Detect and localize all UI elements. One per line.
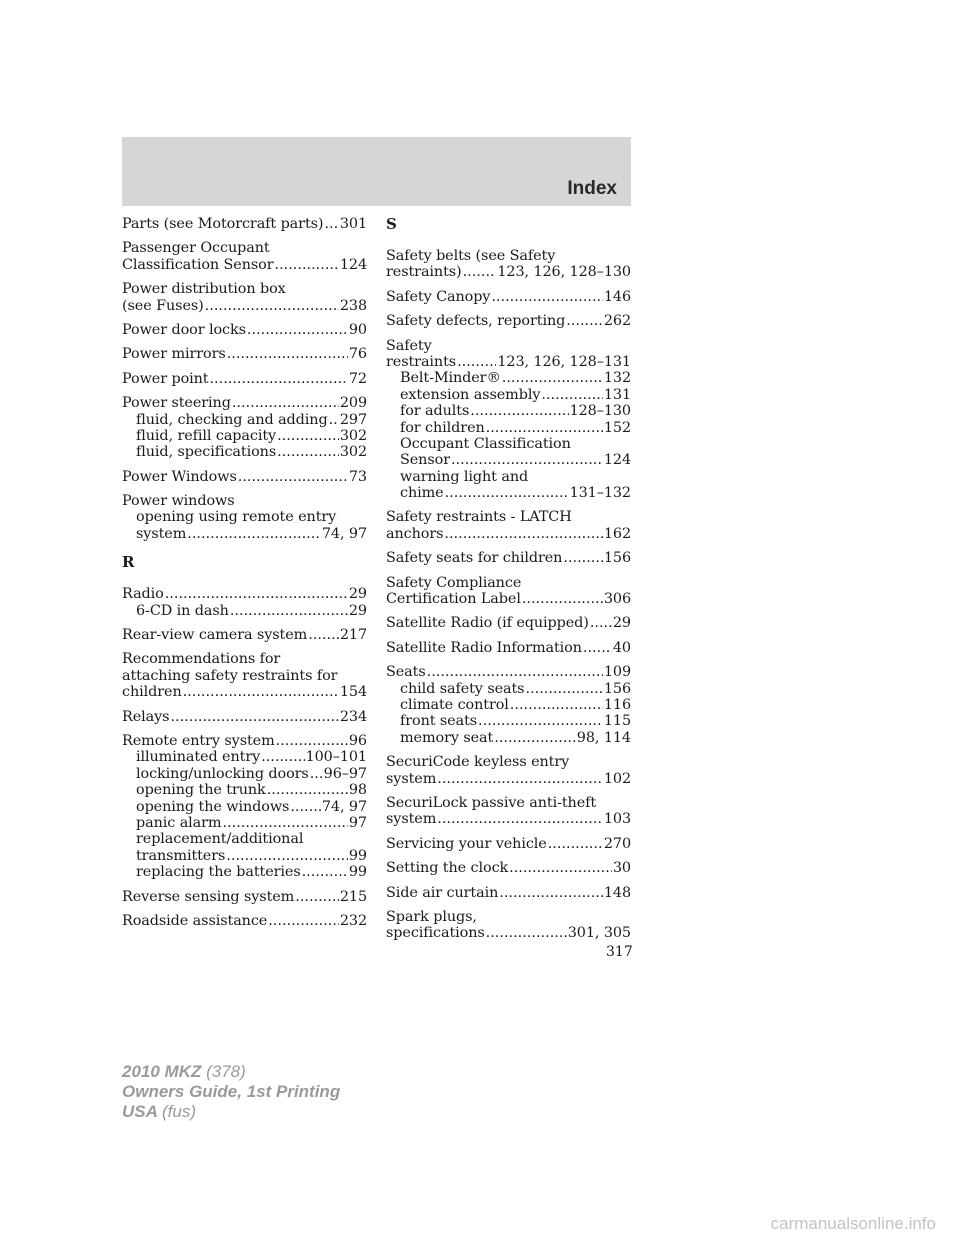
dot-leader <box>437 771 603 787</box>
index-term: Safety <box>386 337 432 354</box>
dot-leader <box>247 322 348 338</box>
index-entry-line <box>122 913 367 929</box>
index-term: Roadside assistance <box>122 912 268 929</box>
index-term: Power distribution box <box>122 281 286 298</box>
dot-leader <box>227 346 348 362</box>
index-entry <box>386 885 631 901</box>
index-page-ref: 128–130 <box>569 403 631 420</box>
dot-leader <box>522 591 603 607</box>
index-page-ref: 96–97 <box>323 765 367 782</box>
index-subentry-line <box>386 697 631 713</box>
index-letter-heading: R <box>122 553 135 572</box>
dot-leader <box>277 444 339 460</box>
index-entry <box>386 338 631 502</box>
index-term: Power steering <box>122 395 231 412</box>
dot-leader <box>445 485 569 501</box>
dot-leader <box>583 640 612 656</box>
dot-leader <box>563 550 602 566</box>
index-term: opening the trunk <box>136 782 266 799</box>
index-subentry-line <box>122 766 367 782</box>
footer-printing: Owners Guide, 1st Printing <box>122 1082 341 1101</box>
index-entry-line <box>386 526 631 542</box>
index-term: front seats <box>400 713 478 730</box>
index-page-ref: 156 <box>603 550 631 567</box>
index-page-ref: 73 <box>348 468 367 485</box>
index-entry <box>122 240 367 273</box>
index-entry-line <box>122 651 367 667</box>
index-term: Setting the clock <box>386 860 509 877</box>
index-entry <box>386 860 631 876</box>
index-page-ref: 99 <box>348 864 367 881</box>
dot-leader <box>499 885 603 901</box>
index-entry <box>122 733 367 881</box>
index-term: anchors <box>386 525 444 542</box>
dot-leader <box>324 216 338 232</box>
footer-code: (378) <box>206 1062 246 1081</box>
index-term: Relays <box>122 708 170 725</box>
index-entry-line <box>122 257 367 273</box>
dot-leader <box>470 403 568 419</box>
index-term: Safety seats for children <box>386 550 563 567</box>
index-subentry-line <box>122 848 367 864</box>
index-term: Power Windows <box>122 468 237 485</box>
index-subentry-line <box>122 428 367 444</box>
index-term: (see Fuses) <box>122 297 204 314</box>
index-entry-line <box>386 909 631 925</box>
index-entry <box>122 469 367 485</box>
watermark: carmanualsonline.info <box>770 1214 936 1233</box>
index-entry-line <box>386 754 631 770</box>
index-page-ref: 100–101 <box>305 749 367 766</box>
index-subentry-line <box>122 864 367 880</box>
index-term: restraints <box>386 353 457 370</box>
dot-leader <box>457 354 496 370</box>
index-term: Servicing your vehicle <box>386 835 547 852</box>
index-page-ref: 40 <box>612 639 631 656</box>
index-subentry-line <box>386 452 631 468</box>
index-term: SecuriLock passive anti-theft <box>386 794 597 811</box>
index-term: Safety restraints - LATCH <box>386 509 572 526</box>
index-term: Power mirrors <box>122 346 226 363</box>
index-subentry-line <box>122 749 367 765</box>
index-page-ref: 90 <box>348 321 367 338</box>
index-entry <box>386 836 631 852</box>
index-entry <box>122 216 367 232</box>
dot-leader <box>205 298 339 314</box>
index-term: Rear-view camera system <box>122 627 308 644</box>
index-page-ref: 238 <box>339 297 367 314</box>
index-page-ref: 234 <box>339 708 367 725</box>
index-entry-line <box>122 493 367 509</box>
index-page-ref: 30 <box>612 860 631 877</box>
index-column-right <box>386 216 631 950</box>
dot-leader <box>478 713 603 729</box>
index-entry-line <box>122 216 367 232</box>
index-entry-line <box>386 289 631 305</box>
index-entry <box>386 509 631 542</box>
index-term: fluid, checking and adding <box>136 411 328 428</box>
index-entry-line <box>386 664 631 680</box>
index-term: Safety Canopy <box>386 288 491 305</box>
index-term: Side air curtain <box>386 884 499 901</box>
dot-leader <box>590 615 612 631</box>
index-entry-line <box>386 338 631 354</box>
index-entry-line <box>122 733 367 749</box>
index-subentry-line <box>386 485 631 501</box>
index-term: Passenger Occupant <box>122 240 270 257</box>
index-page-ref: 232 <box>339 912 367 929</box>
index-entry-line <box>386 264 631 280</box>
index-entry-line <box>386 615 631 631</box>
index-entry-line <box>122 395 367 411</box>
index-term: Spark plugs, <box>386 908 477 925</box>
index-subentry-line <box>122 782 367 798</box>
index-entry-line <box>386 248 631 264</box>
index-subentry-line <box>122 444 367 460</box>
dot-leader <box>295 889 339 905</box>
index-entry-line <box>386 640 631 656</box>
index-entry-line <box>122 240 367 256</box>
index-subentry-line <box>122 526 367 542</box>
index-subentry-line <box>386 681 631 697</box>
index-term: system <box>386 811 437 828</box>
dot-leader <box>187 526 321 542</box>
index-entry-line <box>386 885 631 901</box>
index-page-ref: 132 <box>603 370 631 387</box>
index-term: specifications <box>386 925 485 942</box>
index-page-ref: 124 <box>339 256 367 273</box>
index-term: extension assembly <box>400 386 541 403</box>
index-page-ref: 148 <box>603 884 631 901</box>
dot-leader <box>268 913 339 929</box>
dot-leader <box>502 370 603 386</box>
index-term: opening the windows <box>136 798 290 815</box>
footer-model: 2010 MKZ <box>122 1062 202 1081</box>
index-term: Power point <box>122 370 209 387</box>
dot-leader <box>566 313 603 329</box>
index-entry-line <box>386 591 631 607</box>
index-term: transmitters <box>136 847 226 864</box>
index-page-ref: 74, 97 <box>321 798 367 815</box>
index-term: Satellite Radio (if equipped) <box>386 615 589 632</box>
index-entry-line <box>122 709 367 725</box>
print-footer <box>122 1062 340 1122</box>
index-entry-line <box>386 771 631 787</box>
index-term: fluid, specifications <box>136 444 277 461</box>
dot-leader <box>486 925 567 941</box>
index-entry <box>122 281 367 314</box>
index-entry <box>122 709 367 725</box>
index-entry-line <box>386 811 631 827</box>
index-page-ref: 262 <box>603 313 631 330</box>
index-term: panic alarm <box>136 814 222 831</box>
index-subentry-line <box>386 403 631 419</box>
index-entry-line <box>386 925 631 941</box>
index-term: child safety seats <box>400 680 525 697</box>
index-entry <box>386 615 631 631</box>
index-term: Recommendations for <box>122 651 281 668</box>
index-page-ref: 109 <box>603 664 631 681</box>
index-term: restraints) <box>386 264 462 281</box>
index-term: Satellite Radio Information <box>386 639 582 656</box>
footer-line-2 <box>122 1082 340 1102</box>
dot-leader <box>232 395 339 411</box>
index-subentry-line <box>386 730 631 746</box>
index-page-ref: 301, 305 <box>567 925 631 942</box>
page-number: 317 <box>606 944 633 960</box>
index-page-ref: 302 <box>339 427 367 444</box>
index-term: replacing the batteries <box>136 864 301 881</box>
index-entry <box>386 575 631 608</box>
index-term: Reverse sensing system <box>122 888 295 905</box>
index-page-ref: 98 <box>348 782 367 799</box>
index-page-ref: 302 <box>339 444 367 461</box>
dot-leader <box>226 848 348 864</box>
index-page-ref: 96 <box>348 732 367 749</box>
index-entry-line <box>122 371 367 387</box>
index-entry-line <box>122 627 367 643</box>
index-entry-line <box>386 509 631 525</box>
index-entry <box>122 395 367 461</box>
dot-leader <box>290 799 321 815</box>
index-entry-line <box>386 354 631 370</box>
index-page-ref: 29 <box>612 615 631 632</box>
index-term: climate control <box>400 696 509 713</box>
index-entry <box>386 289 631 305</box>
index-term: memory seat <box>400 729 494 746</box>
index-entry-line <box>122 684 367 700</box>
index-entry-line <box>122 889 367 905</box>
dot-leader <box>437 811 603 827</box>
index-page-ref: 162 <box>603 525 631 542</box>
dot-leader <box>329 412 339 428</box>
index-page-ref: 97 <box>348 814 367 831</box>
index-entry <box>122 346 367 362</box>
dot-leader <box>275 257 339 273</box>
index-entry-line <box>386 860 631 876</box>
index-term: Remote entry system <box>122 732 275 749</box>
index-term: system <box>136 525 187 542</box>
index-page-ref: 301 <box>339 216 367 232</box>
index-subentry-line <box>122 815 367 831</box>
index-term: Occupant Classification <box>400 435 571 452</box>
dot-leader <box>267 782 348 798</box>
index-entry <box>386 640 631 656</box>
index-term: Safety belts (see Safety <box>386 248 556 264</box>
dot-leader <box>310 766 323 782</box>
footer-region-code: (fus) <box>162 1102 196 1121</box>
index-entry-line <box>122 469 367 485</box>
index-subentry-line <box>386 370 631 386</box>
dot-leader <box>444 526 602 542</box>
index-entry <box>386 754 631 787</box>
index-entry <box>386 795 631 828</box>
index-entry <box>122 493 367 542</box>
page-title: Index <box>567 178 617 199</box>
index-entry <box>386 664 631 746</box>
index-entry-line <box>386 836 631 852</box>
index-term: Classification Sensor <box>122 256 274 273</box>
dot-leader <box>525 681 602 697</box>
index-page-ref: 156 <box>603 680 631 697</box>
index-entry <box>122 627 367 643</box>
index-page-ref: 103 <box>603 811 631 828</box>
dot-leader <box>302 864 348 880</box>
index-term: Seats <box>386 664 426 681</box>
index-entry <box>386 550 631 566</box>
index-page-ref: 116 <box>603 696 631 713</box>
index-entry <box>386 313 631 329</box>
dot-leader <box>276 733 348 749</box>
dot-leader <box>427 664 603 680</box>
index-page-ref: 131 <box>603 386 631 403</box>
index-page-ref: 123, 126, 128–131 <box>497 353 631 370</box>
index-entry <box>122 889 367 905</box>
index-term: illuminated entry <box>136 749 261 766</box>
index-entry-line <box>386 575 631 591</box>
dot-leader <box>183 684 339 700</box>
index-subentry-line <box>386 436 631 452</box>
footer-line-1 <box>122 1062 340 1082</box>
index-page-ref: 76 <box>348 346 367 363</box>
index-page-ref: 123, 126, 128–130 <box>497 264 631 281</box>
index-term: warning light and <box>400 468 529 485</box>
index-entry <box>122 322 367 338</box>
index-subentry-line <box>386 387 631 403</box>
dot-leader <box>170 709 338 725</box>
index-entry-line <box>386 550 631 566</box>
index-entry-line <box>122 346 367 362</box>
index-page-ref: 154 <box>339 684 367 701</box>
index-entry-line <box>122 586 367 602</box>
index-term: Safety defects, reporting <box>386 313 566 330</box>
index-term: for adults <box>400 403 470 420</box>
index-page-ref: 115 <box>603 713 631 730</box>
index-page-ref: 146 <box>603 288 631 305</box>
dot-leader <box>541 387 602 403</box>
index-subentry-line <box>386 420 631 436</box>
index-term: chime <box>400 485 444 502</box>
index-page-ref: 131–132 <box>569 485 631 502</box>
dot-leader <box>491 289 602 305</box>
index-term: Belt-Minder® <box>400 370 501 387</box>
index-subentry-line <box>122 831 367 847</box>
dot-leader <box>230 603 348 619</box>
index-letter-heading: S <box>386 215 397 233</box>
dot-leader <box>277 428 339 444</box>
index-entry-line <box>122 298 367 314</box>
header-bar <box>122 137 631 206</box>
index-term: Safety Compliance <box>386 574 522 591</box>
index-page-ref: 99 <box>348 847 367 864</box>
index-term: children <box>122 684 182 701</box>
index-page-ref: 72 <box>348 370 367 387</box>
dot-leader <box>238 469 348 485</box>
index-subentry-line <box>386 713 631 729</box>
index-term: system <box>386 770 437 787</box>
index-entry <box>122 913 367 929</box>
dot-leader <box>308 627 339 643</box>
index-subentry-line <box>122 799 367 815</box>
index-page-ref: 152 <box>603 419 631 436</box>
footer-region: USA <box>122 1102 158 1121</box>
index-term: Parts (see Motorcraft parts) <box>122 216 324 232</box>
index-entry-line <box>122 322 367 338</box>
index-term: fluid, refill capacity <box>136 427 277 444</box>
index-entry <box>122 651 367 700</box>
index-term: for children <box>400 419 485 436</box>
index-subentry-line <box>122 509 367 525</box>
index-term: locking/unlocking doors <box>136 765 309 782</box>
index-page-ref: 98, 114 <box>576 729 631 746</box>
index-page-ref: 217 <box>339 627 367 644</box>
index-subentry-line <box>122 603 367 619</box>
index-entry <box>386 909 631 942</box>
index-page-ref: 102 <box>603 770 631 787</box>
index-entry-line <box>122 668 367 684</box>
dot-leader <box>165 586 348 602</box>
index-term: Radio <box>122 586 164 603</box>
index-column-left <box>122 216 367 937</box>
index-entry <box>122 586 367 619</box>
index-page-ref: 270 <box>603 835 631 852</box>
index-entry-line <box>386 795 631 811</box>
index-term: Power door locks <box>122 321 246 338</box>
index-entry <box>122 371 367 387</box>
index-term: SecuriCode keyless entry <box>386 754 570 771</box>
index-term: opening using remote entry <box>136 509 337 526</box>
dot-leader <box>209 371 347 387</box>
index-term: attaching safety restraints for <box>122 667 338 684</box>
dot-leader <box>261 749 304 765</box>
index-page-ref: 215 <box>339 888 367 905</box>
index-page-ref: 29 <box>348 586 367 603</box>
index-term: Sensor <box>400 452 450 469</box>
index-entry <box>386 248 631 281</box>
dot-leader <box>510 697 603 713</box>
index-page-ref: 124 <box>603 452 631 469</box>
index-subentry-line <box>386 469 631 485</box>
index-term: replacement/additional <box>136 831 304 848</box>
index-page-ref: 297 <box>339 411 367 428</box>
index-term: Power windows <box>122 493 235 510</box>
dot-leader <box>509 860 612 876</box>
index-subentry-line <box>122 412 367 428</box>
index-entry-line <box>122 281 367 297</box>
index-term: 6-CD in dash <box>136 602 229 619</box>
dot-leader <box>486 420 603 436</box>
dot-leader <box>451 452 603 468</box>
index-term: Certification Label <box>386 591 521 608</box>
index-page-ref: 74, 97 <box>321 525 367 542</box>
dot-leader <box>494 730 576 746</box>
index-page-ref: 29 <box>348 602 367 619</box>
index-page-ref: 306 <box>603 591 631 608</box>
footer-line-3 <box>122 1102 340 1122</box>
dot-leader <box>548 836 603 852</box>
dot-leader <box>463 264 497 280</box>
dot-leader <box>222 815 347 831</box>
index-page-ref: 209 <box>339 395 367 412</box>
index-entry-line <box>386 313 631 329</box>
